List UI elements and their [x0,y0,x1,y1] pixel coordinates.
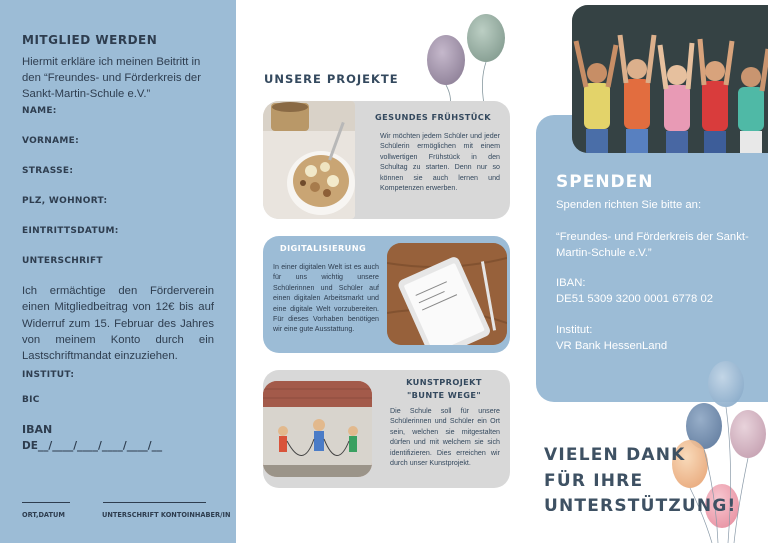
thanks-line-1: VIELEN DANK [544,445,686,465]
field-first-name: VORNAME: [22,136,79,146]
tablet-photo [387,243,507,345]
donations-title: SPENDEN [556,172,654,192]
place-date-label: ORT,DATUM [22,511,65,519]
donations-intro: Spenden richten Sie bitte an: [556,199,702,211]
donations-recipient: “Freundes- und Förderkreis der Sankt-Martin-Schule e.V.” [556,231,749,259]
account-holder-label: UNTERSCHRIFT KONTOINHABER/IN [102,511,231,519]
iban-label: IBAN [22,423,53,436]
iban-template: DE__/____/____/____/____/__ [22,440,163,452]
field-signature: UNTERSCHRIFT [22,256,103,266]
thanks-line-3: UNTERSTÜTZUNG! [544,496,737,516]
field-name: NAME: [22,106,57,116]
donations-bank: VR Bank HessenLand [556,340,668,352]
place-date-line [22,502,70,503]
thank-you-heading [544,443,736,520]
projects-title: UNSERE PROJEKTE [264,72,399,86]
breakfast-bowl-photo [263,101,355,219]
membership-panel [0,0,236,543]
art-text: Die Schule soll für unsere Schülerinnen und Schüler ein Ort sein, welchen sie mitgestalten dürfen und mit welchem sie sich identifizieren. Dies erreichen wir durch unser Kunstprojekt. [390,407,500,468]
donations-iban-label: IBAN: [556,277,586,289]
children-photo [572,5,768,153]
signature-line [103,502,206,503]
digital-heading: DIGITALISIERUNG [279,243,367,253]
field-entry-date: EINTRITTSDATUM: [22,226,119,236]
art-heading-line2: "BUNTE WEGE" [406,390,482,400]
membership-intro: Hiermit erkläre ich meinen Beitritt in den “Freundes- und Förderkreis der Sankt-Martin-Schule e.V.” [22,56,201,100]
field-bank: INSTITUT: [22,370,75,380]
wall-art-photo [263,381,372,477]
field-zip-city: PLZ, WOHNORT: [22,196,108,206]
authorization-text: Ich ermächtige den Förderverein einen Mitgliedbeitrag von 12€ bis auf Widerruf zum 15. Februar des Jahres von meinem Konto durch ein Lastschriftmandat einzuziehen. [22,285,214,363]
art-heading-line1: KUNSTPROJEKT [406,377,482,387]
breakfast-heading: GESUNDES FRÜHSTÜCK [375,112,491,122]
breakfast-text: Wir möchten jedem Schüler und jeder Schülerin ermöglichen mit einem vollwertigen Frühstück in den Schultag zu starten. Denn nur so können sie auch lernen und Kompetenzen erwerben. [380,132,500,193]
thanks-line-2: FÜR IHRE [544,470,644,491]
field-street: STRASSE: [22,166,74,176]
membership-title: MITGLIED WERDEN [22,33,158,47]
digital-text: In einer digitalen Welt ist es auch für uns wichtig unsere Schülerinnen und Schüler auf einen digitalen Arbeitsmarkt und eine digitale Welt vorzubereiten. Für dieses Vorhaben benötigen wir eine gute Ausstattung. [273,263,379,334]
field-bic: BIC [22,395,40,405]
donations-bank-label: Institut: [556,324,593,336]
donations-iban: DE51 5309 3200 0001 6778 02 [556,293,714,305]
balloons-icon [420,8,510,108]
